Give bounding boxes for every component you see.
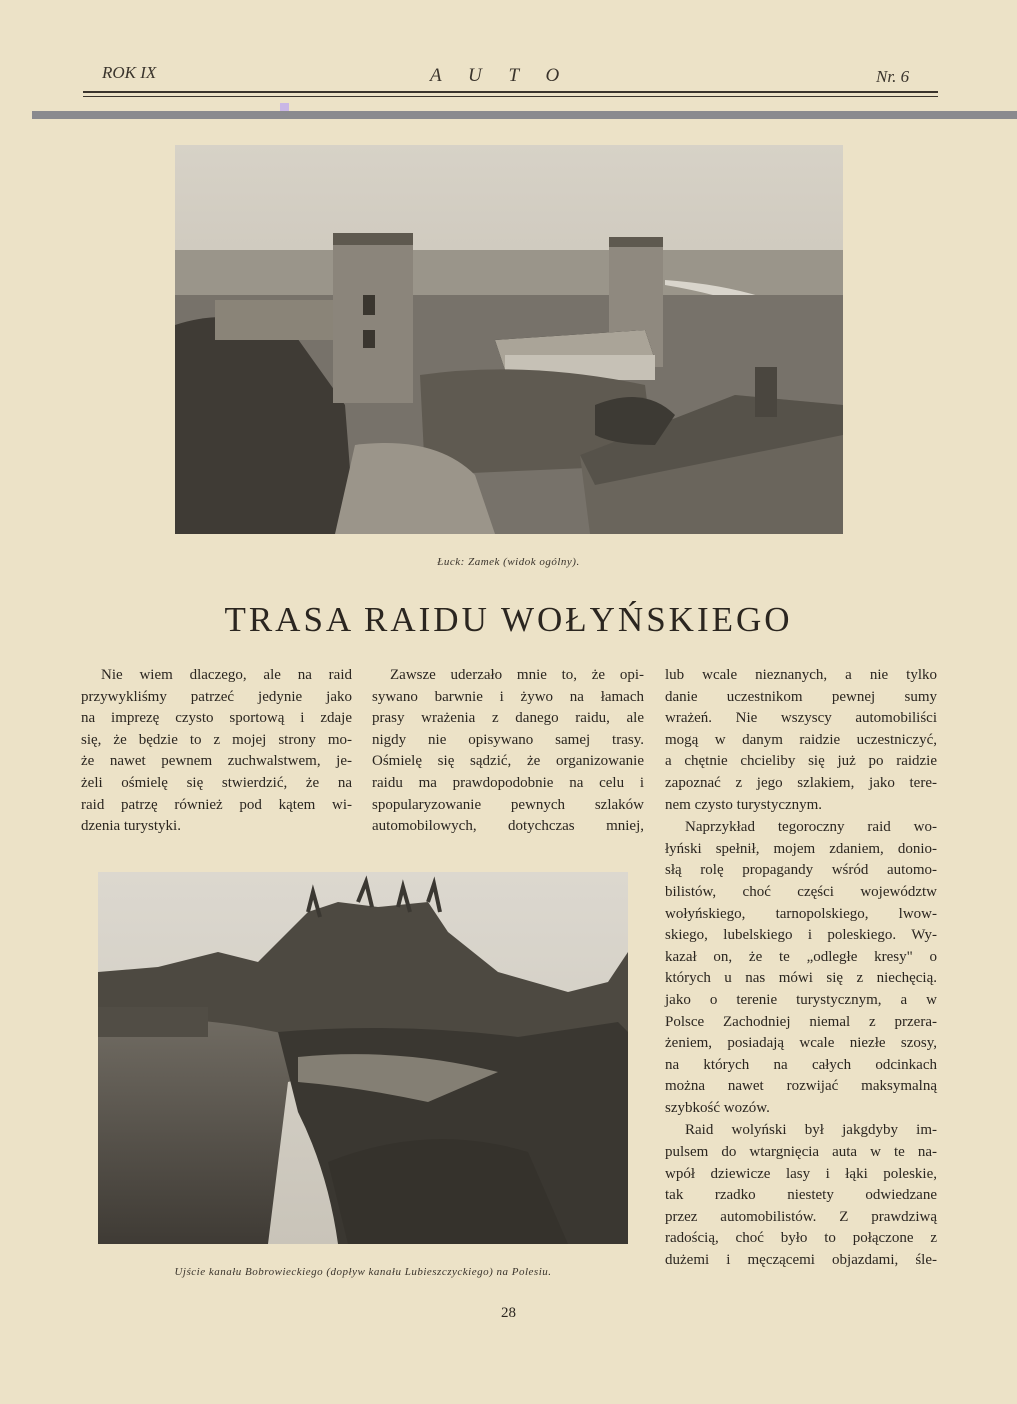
text-line: raid patrzę również pod kątem wi- bbox=[81, 796, 352, 813]
canal-photo-caption: Ujście kanału Bobrowieckiego (dopływ kanału Lubieszczyckiego) na Polesiu. bbox=[174, 1266, 552, 1278]
text-line: danie uczestnikom pewnej sumy bbox=[665, 688, 937, 705]
canal-photo bbox=[98, 872, 628, 1244]
text-line: mogą w danym raidzie uczestniczyć, bbox=[665, 731, 937, 748]
text-line: łyński spełnił, mojem zdaniem, donio- bbox=[665, 840, 937, 857]
text-line: dużemi i męczącemi objazdami, śle- bbox=[665, 1252, 937, 1269]
text-line: słą rolę propagandy wśród automo- bbox=[665, 862, 937, 879]
text-line: Zawsze uderzało mnie to, że opi- bbox=[390, 667, 644, 683]
castle-photo-caption: Łuck: Zamek (widok ogólny). bbox=[437, 556, 580, 568]
header-volume: ROK IX bbox=[102, 63, 157, 82]
text-line: których u nas mówi się z niechęcią. bbox=[665, 970, 937, 987]
scan-artifact-bar bbox=[32, 111, 1017, 119]
scan-artifact-accent bbox=[280, 103, 289, 111]
header-rule-thin bbox=[83, 96, 938, 97]
text-line: wołyńskiego, tarnopolskiego, lwow- bbox=[665, 905, 937, 922]
article-column-1 bbox=[81, 665, 352, 838]
text-line: Ośmielę się sądzić, że organizowanie bbox=[372, 753, 644, 770]
text-line: nigdy nie opisywano samej trasy. bbox=[372, 731, 644, 748]
text-line: żeniem, posiadają wcale niezłe szosy, bbox=[665, 1035, 937, 1052]
text-line: sywano barwnie i żywo na łamach bbox=[372, 688, 644, 705]
text-line: przez automobilistów. Z prawdziwą bbox=[665, 1208, 937, 1225]
text-line: a chętnie chcieliby się już po raidzie bbox=[665, 753, 937, 770]
text-line: Naprzykład tegoroczny raid wo- bbox=[685, 819, 937, 836]
text-line: dzenia turystyki. bbox=[81, 818, 181, 835]
text-line: na których na całych odcinkach bbox=[665, 1056, 937, 1073]
text-line: spopularyzowanie pewnych szlaków bbox=[372, 796, 644, 813]
text-line: można nawet rozwijać maksymalną bbox=[665, 1078, 937, 1095]
text-line: lub wcale nieznanych, a nie tylko bbox=[665, 667, 937, 683]
text-line: automobilowych, dotychczas mniej, bbox=[372, 818, 644, 835]
header-magazine-title: A U T O bbox=[430, 65, 560, 86]
text-line: pulsem do wtargnięcia auta w te na- bbox=[665, 1144, 937, 1161]
text-line: jako o terenie turystycznym, a w bbox=[665, 991, 937, 1008]
text-line: bilistów, choć części województw bbox=[665, 883, 937, 900]
text-line: zapoznać z jego szlakiem, jako tere- bbox=[665, 774, 937, 791]
article-column-2 bbox=[372, 665, 644, 838]
text-line: prasy wrażenia z danego raidu, ale bbox=[372, 710, 644, 727]
castle-photo bbox=[175, 145, 843, 534]
text-line: szybkość wozów. bbox=[665, 1099, 770, 1116]
header-rule-thick bbox=[83, 91, 938, 93]
text-line: Raid wolyński był jakgdyby im- bbox=[685, 1122, 937, 1139]
text-line: kazał on, że te „odległe kresy" o bbox=[665, 948, 937, 965]
text-line: nem czysto turystycznym. bbox=[665, 796, 823, 813]
header-issue-number: Nr. 6 bbox=[876, 67, 910, 86]
text-line: tak rzadko niestety odwiedzane bbox=[665, 1187, 937, 1204]
text-line: Nie wiem dlaczego, ale na raid bbox=[101, 667, 352, 683]
text-line: przywykliśmy patrzeć jedynie jako bbox=[81, 688, 352, 705]
article-column-3 bbox=[665, 665, 937, 1272]
text-line: wpół dziewicze lasy i łąki poleskie, bbox=[665, 1165, 937, 1182]
article-title: TRASA RAIDU WOŁYŃSKIEGO bbox=[224, 600, 793, 639]
text-line: skiego, lubelskiego i poleskiego. Wy- bbox=[665, 927, 937, 944]
text-line: Polsce Zachodniej niemal z przera- bbox=[665, 1013, 937, 1030]
text-line: na imprezę czysto sportową i zdaje bbox=[81, 710, 352, 727]
text-line: żeli ośmielę się stwierdzić, że na bbox=[81, 774, 352, 791]
text-line: wrażeń. Nie wszyscy automobiliści bbox=[665, 710, 937, 727]
text-line: że nawet pewnem zuchwalstwem, je- bbox=[81, 753, 352, 770]
text-line: raidu ma prawdopodobnie na celu i bbox=[372, 774, 644, 791]
page-number: 28 bbox=[501, 1305, 516, 1321]
text-line: się, że będzie to z mojej strony mo- bbox=[81, 731, 352, 748]
text-line: radością, choć było to połączone z bbox=[665, 1230, 937, 1247]
